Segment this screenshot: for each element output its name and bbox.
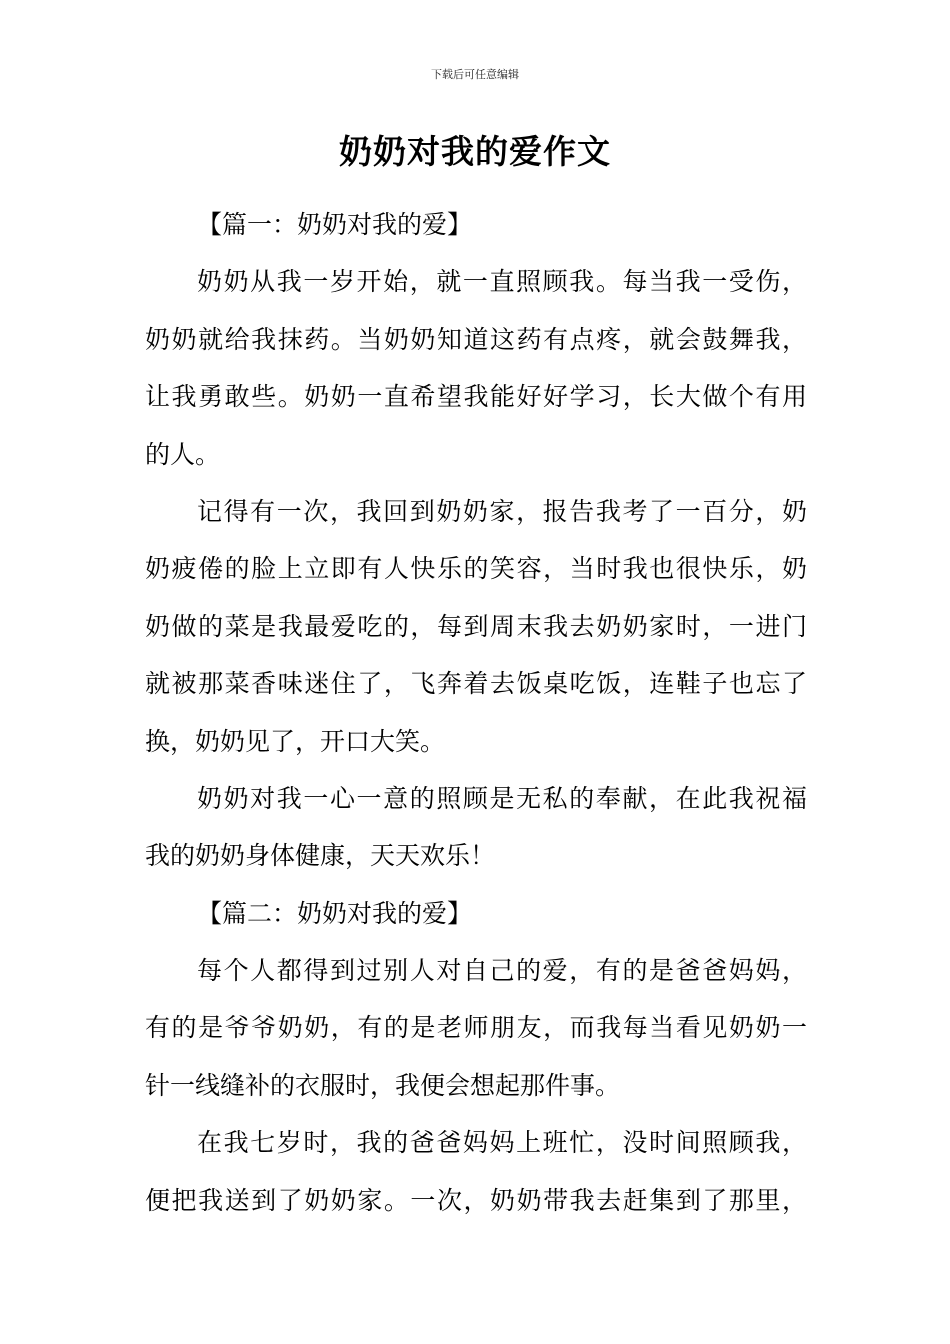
page-title: 奶奶对我的爱作文 xyxy=(339,132,611,171)
text-line: 每个人都得到过别人对自己的爱，有的是爸爸妈妈， xyxy=(197,956,807,986)
text-line: 我的奶奶身体健康，天天欢乐！ xyxy=(145,841,496,871)
section-heading: 【篇一：奶奶对我的爱】 xyxy=(197,210,473,239)
text-line: 记得有一次，我回到奶奶家，报告我考了一百分，奶 xyxy=(197,496,807,526)
text-line: 奶疲倦的脸上立即有人快乐的笑容，当时我也很快乐，奶 xyxy=(145,554,807,584)
text-line: 便把我送到了奶奶家。一次，奶奶带我去赶集到了那里， xyxy=(145,1185,807,1215)
paragraph xyxy=(145,253,807,483)
text-line: 奶奶从我一岁开始，就一直照顾我。每当我一受伤， xyxy=(197,267,807,297)
document-body xyxy=(145,196,807,1229)
text-line: 让我勇敢些。奶奶一直希望我能好好学习，长大做个有用 xyxy=(145,382,807,412)
text-line: 奶做的菜是我最爱吃的，每到周末我去奶奶家时，一进门 xyxy=(145,611,807,641)
text-line: 在我七岁时，我的爸爸妈妈上班忙，没时间照顾我， xyxy=(197,1128,807,1158)
text-line: 的人。 xyxy=(145,439,221,469)
text-line: 就被那菜香味迷住了，飞奔着去饭桌吃饭，连鞋子也忘了 xyxy=(145,669,807,699)
text-line: 换，奶奶见了，开口大笑。 xyxy=(145,726,446,756)
paragraph xyxy=(145,770,807,885)
paragraph xyxy=(145,483,807,770)
paragraph xyxy=(145,1114,807,1229)
text-line: 奶奶对我一心一意的照顾是无私的奉献，在此我祝福 xyxy=(197,783,807,813)
paragraph xyxy=(145,942,807,1114)
text-line: 针一线缝补的衣服时，我便会想起那件事。 xyxy=(145,1070,621,1100)
text-line: 有的是爷爷奶奶，有的是老师朋友，而我每当看见奶奶一 xyxy=(145,1013,807,1043)
section-heading: 【篇二：奶奶对我的爱】 xyxy=(197,898,473,928)
text-line: 奶奶就给我抹药。当奶奶知道这药有点疼，就会鼓舞我， xyxy=(145,324,807,354)
header-note: 下载后可任意编辑 xyxy=(431,68,519,81)
